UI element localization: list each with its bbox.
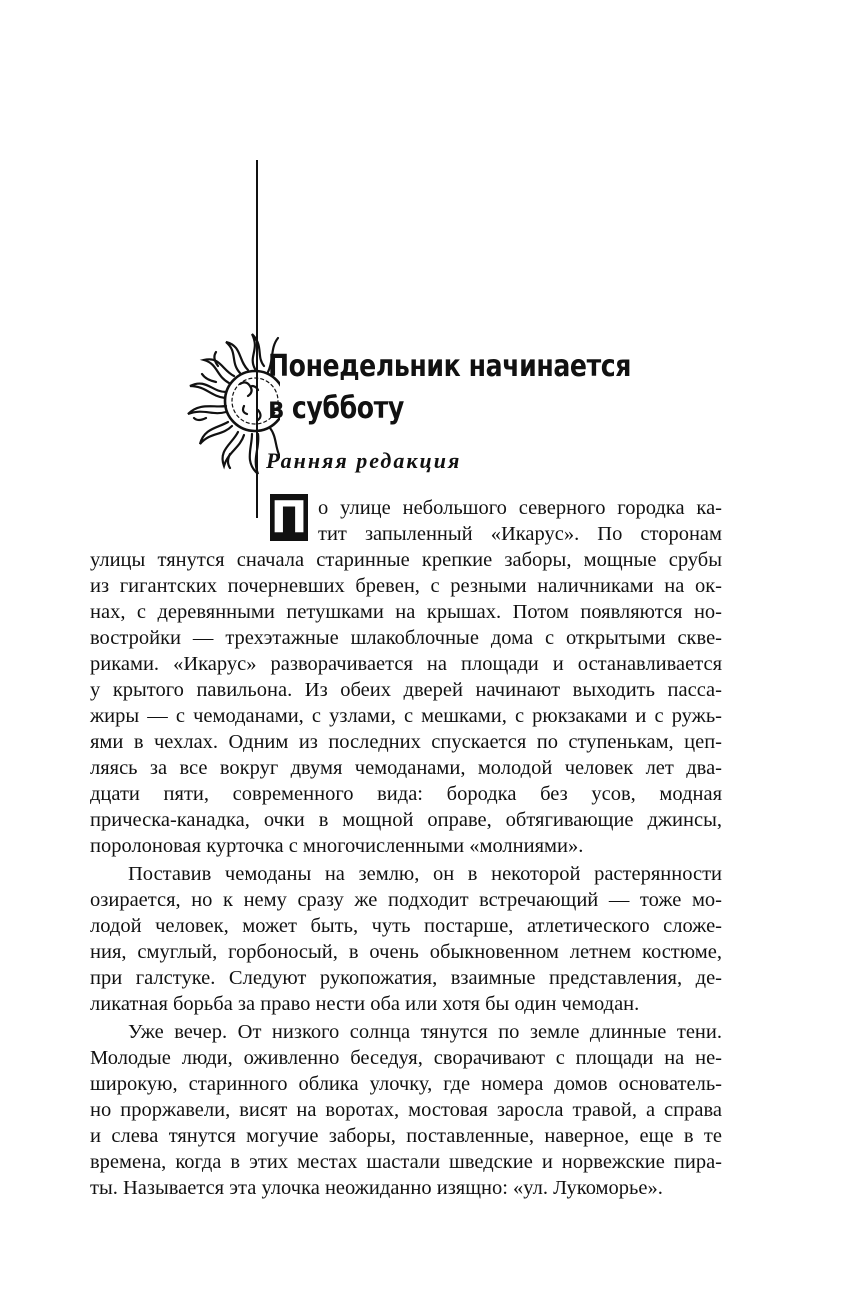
text-line: широкую, старинного облика улочку, где номера домов основатель- <box>90 1073 722 1095</box>
drop-cap: П <box>270 494 308 541</box>
text-line: востройки — трехэтажные шлакоблочные дома с открытыми скве- <box>90 627 722 649</box>
text-line: озирается, но к нему сразу же подходит встречающий — тоже мо- <box>90 889 722 911</box>
text-line: времена, когда в этих местах шастали шведские и норвежские пира- <box>90 1151 722 1173</box>
text-line: жиры — с чемоданами, с узлами, с мешками, с рюкзаками и с ружь- <box>90 705 722 727</box>
text-line: лодой человек, может быть, чуть постарше, атлетического сложе- <box>90 915 722 937</box>
text-line: улицы тянутся сначала старинные крепкие заборы, мощные срубы <box>90 549 722 571</box>
text-line: ляясь за все вокруг двумя чемоданами, молодой человек лет два- <box>90 757 722 779</box>
text-line: Уже вечер. От низкого солнца тянутся по земле длинные тени. <box>128 1021 722 1043</box>
text-line: Молодые люди, оживленно беседуя, сворачивают с площади на не- <box>90 1047 722 1069</box>
chapter-title-line-2: в субботу <box>268 391 404 426</box>
chapter-subtitle: Ранняя редакция <box>266 448 462 473</box>
text-line: ты. Называется эта улочка неожиданно изящно: «ул. Лукоморье». <box>90 1177 663 1199</box>
text-line: поролоновая курточка с многочисленными «молниями». <box>90 835 584 857</box>
text-line: ния, смуглый, горбоносый, в очень обыкновенном летнем костюме, <box>90 941 722 963</box>
text-line: из гигантских почерневших бревен, с резными наличниками на ок- <box>90 575 722 597</box>
text-line: но проржавели, висят на воротах, мостовая заросла травой, а справа <box>90 1099 722 1121</box>
text-line: тит запыленный «Икарус». По сторонам <box>318 523 722 545</box>
text-line: ликатная борьба за право нести оба или хотя бы один чемодан. <box>90 993 640 1015</box>
text-line: Поставив чемоданы на землю, он в некоторой растерянности <box>128 863 722 885</box>
text-line: и слева тянутся могучие заборы, поставленные, наверное, еще в те <box>90 1125 722 1147</box>
text-line: риками. «Икарус» разворачивается на площади и останавливается <box>90 653 722 675</box>
text-line: ями в чехлах. Одним из последних спускается по ступенькам, цеп- <box>90 731 722 753</box>
chapter-title <box>268 346 631 430</box>
text-line: о улице небольшого северного городка ка- <box>318 497 722 519</box>
text-line: прическа-канадка, очки в мощной оправе, обтягивающие джинсы, <box>90 809 722 831</box>
text-line: дцати пяти, современного вида: бородка без усов, модная <box>90 783 722 805</box>
text-line: при галстуке. Следуют рукопожатия, взаимные представления, де- <box>90 967 722 989</box>
text-line: у крытого павильона. Из обеих дверей начинают выходить пасса- <box>90 679 722 701</box>
sun-ornament-icon <box>160 306 280 506</box>
text-line: нах, с деревянными петушками на крышах. Потом появляются но- <box>90 601 722 623</box>
chapter-title-line-1: Понедельник начинается <box>268 349 632 384</box>
